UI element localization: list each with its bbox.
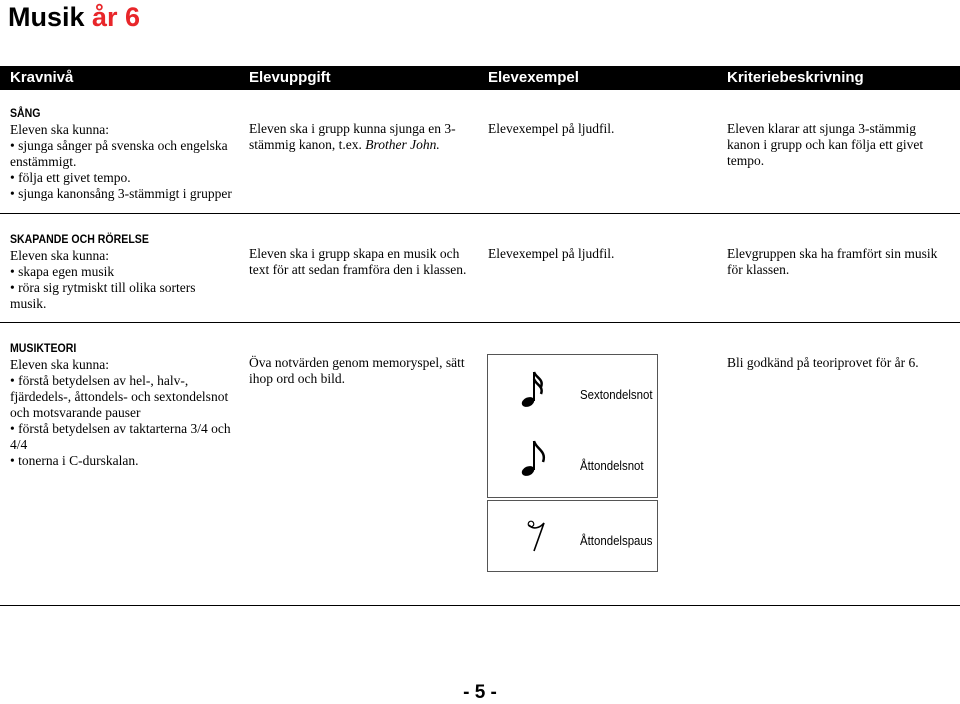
- musikteori-bullet: • tonerna i C-durskalan.: [10, 453, 139, 468]
- sang-requirements: [10, 105, 235, 202]
- title-subject: Musik: [8, 2, 93, 32]
- sang-task-song: Brother John.: [365, 137, 440, 152]
- row-divider: [0, 213, 960, 214]
- skapande-bullet: • skapa egen musik: [10, 264, 115, 279]
- sang-bullet: • sjunga kanonsång 3-stämmigt i grupper: [10, 186, 232, 201]
- title-grade: år 6: [92, 2, 141, 32]
- musikteori-requirements: [10, 340, 235, 469]
- sang-heading: SÅNG: [10, 106, 41, 120]
- card-label: Åttondelspaus: [580, 533, 653, 548]
- row-divider: [0, 322, 960, 323]
- sang-bullet: • sjunga sånger på svenska och engelska enstämmigt.: [10, 138, 228, 169]
- skapande-bullet: • röra sig rytmiskt till olika sorters musik.: [10, 280, 196, 311]
- musikteori-task: Öva notvärden genom memoryspel, sätt ihop ord och bild.: [249, 355, 465, 386]
- sang-bullet: • följa ett givet tempo.: [10, 170, 131, 185]
- skapande-task: Eleven ska i grupp skapa en musik och text för att sedan framföra den i klassen.: [249, 246, 467, 277]
- memory-card-sextondelsnot[interactable]: [487, 354, 658, 426]
- page-number: - 5 -: [463, 682, 497, 703]
- eighth-rest-icon: [520, 515, 550, 555]
- memory-card-attondelspaus[interactable]: [487, 500, 658, 572]
- sixteenth-note-icon: [520, 369, 550, 409]
- header-kravniva: Kravnivå: [10, 69, 74, 86]
- musikteori-bullet: • förstå betydelsen av taktarterna 3/4 och 4/4: [10, 421, 231, 452]
- musikteori-intro: Eleven ska kunna:: [10, 357, 109, 372]
- sang-criteria: Eleven klarar att sjunga 3-stämmig kanon i grupp och kan följa ett givet tempo.: [727, 121, 924, 168]
- header-kriteriebeskrivning: Kriteriebeskrivning: [727, 69, 864, 86]
- header-elevexempel: Elevexempel: [488, 69, 579, 86]
- skapande-intro: Eleven ska kunna:: [10, 248, 109, 263]
- musikteori-heading: MUSIKTEORI: [10, 341, 77, 355]
- row-divider: [0, 605, 960, 606]
- eighth-note-icon: [520, 438, 550, 478]
- skapande-requirements: [10, 231, 235, 312]
- sang-intro: Eleven ska kunna:: [10, 122, 109, 137]
- musikteori-criteria: Bli godkänd på teoriprovet för år 6.: [727, 355, 919, 370]
- memory-card-attondelsnot[interactable]: [487, 426, 658, 498]
- page-title: [8, 0, 140, 34]
- sang-example-link[interactable]: Elevexempel på ljudfil.: [488, 121, 615, 136]
- skapande-criteria: Elevgruppen ska ha framfört sin musik för klassen.: [727, 246, 938, 277]
- sang-task-text: Eleven ska i grupp kunna sjunga en 3-stämmig kanon, t.ex.: [249, 121, 456, 152]
- skapande-example-link[interactable]: Elevexempel på ljudfil.: [488, 246, 615, 261]
- card-label: Åttondelsnot: [580, 458, 644, 473]
- memory-cards: [487, 354, 658, 572]
- sang-task: [249, 121, 469, 153]
- card-label: Sextondelsnot: [580, 387, 653, 402]
- skapande-heading: SKAPANDE OCH RÖRELSE: [10, 232, 149, 246]
- musikteori-bullet: • förstå betydelsen av hel-, halv-, fjärdedels-, åttondels- och sextondelsnot och motsvarande pauser: [10, 373, 229, 420]
- header-elevuppgift: Elevuppgift: [249, 69, 331, 86]
- table-header: [0, 66, 960, 90]
